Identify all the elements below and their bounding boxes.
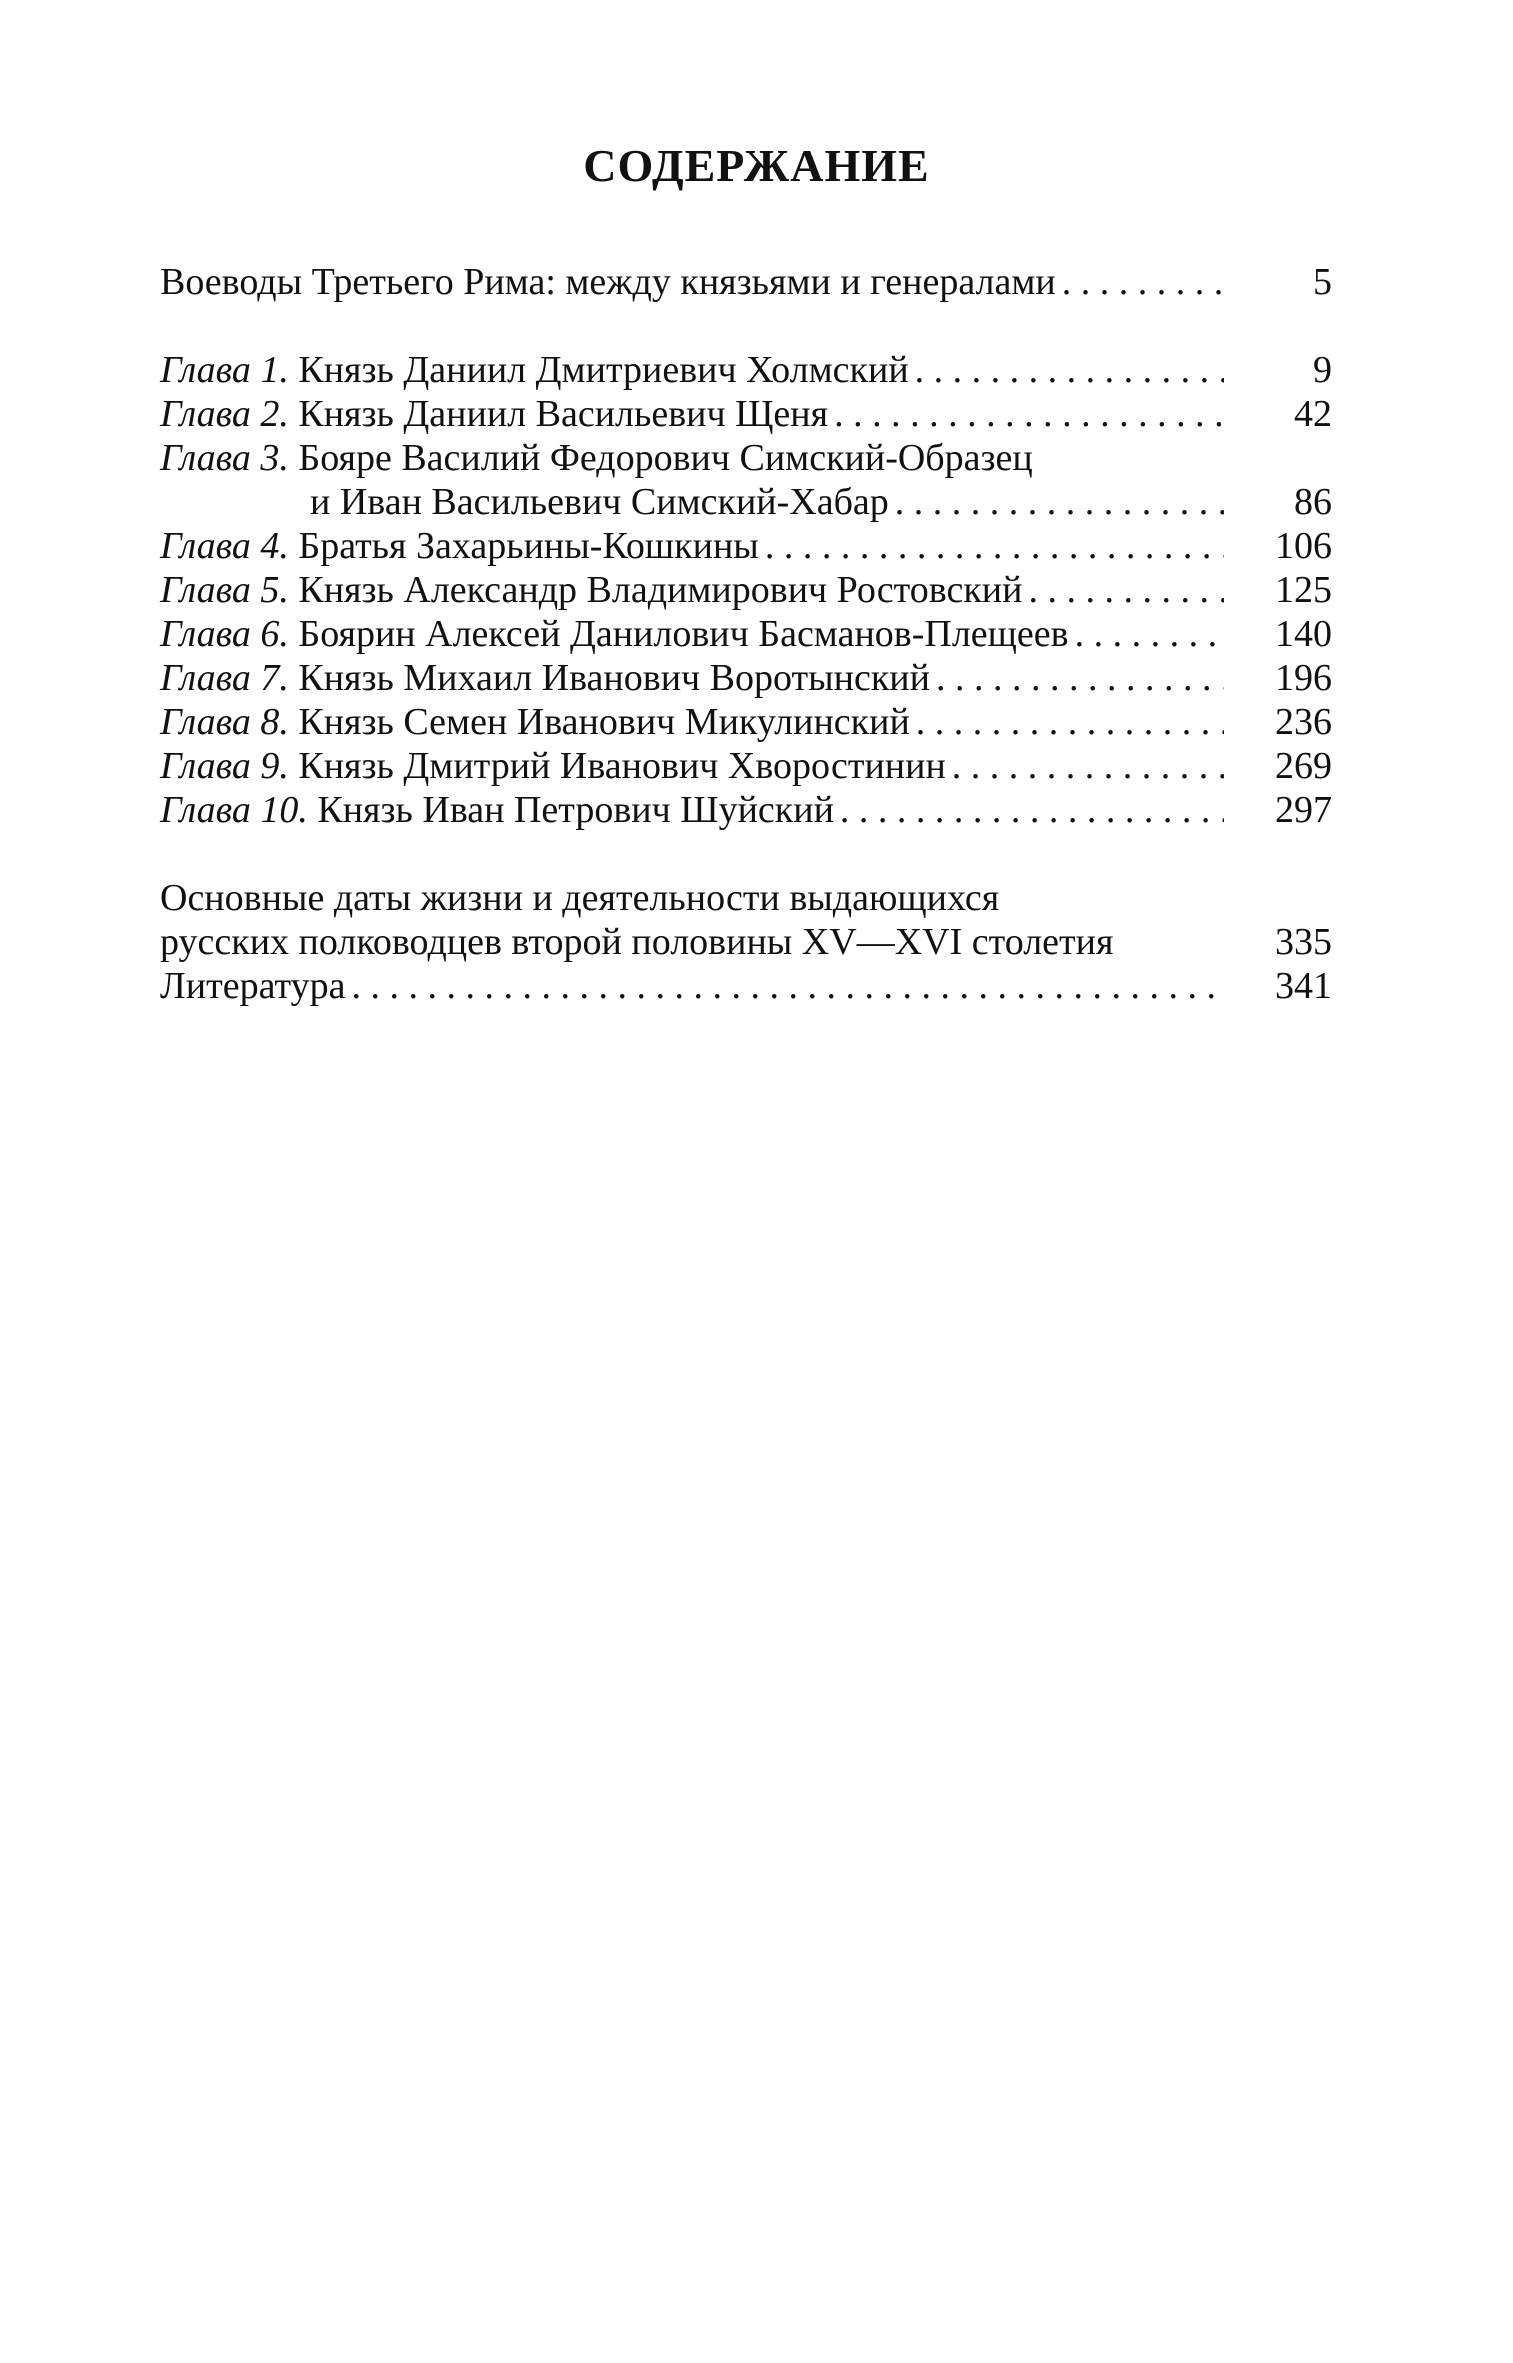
dot-leader	[895, 480, 1224, 524]
toc-entry-text: Князь Семен Иванович Микулинский	[298, 701, 910, 743]
toc-entry-text: Братья Захарьины-Кошкины	[298, 525, 759, 567]
toc-page-number: 9	[1313, 349, 1332, 391]
toc-page-number: 196	[1275, 657, 1332, 699]
chapter-label: Глава 5.	[160, 569, 289, 611]
chapter-label: Глава 8.	[160, 701, 289, 743]
toc-entry-chapter-4[interactable]	[160, 524, 1332, 568]
chapter-label: Глава 10.	[160, 789, 308, 831]
chapter-label: Глава 6.	[160, 613, 289, 655]
toc-entry-chapter-10[interactable]	[160, 788, 1332, 832]
toc-page-number: 86	[1294, 481, 1332, 523]
toc-page-number: 5	[1313, 261, 1332, 303]
toc-page-number: 297	[1275, 789, 1332, 831]
toc-entry-text: Воеводы Третьего Рима: между князьями и генералами	[160, 261, 1056, 303]
toc-entry-text: Бояре Василий Федорович Симский-Образец	[298, 437, 1033, 479]
toc-entry-chapter-3[interactable]	[160, 436, 1332, 480]
toc-entry-literature[interactable]	[160, 964, 1332, 1008]
section-gap	[160, 304, 1332, 348]
toc-entry-text: Князь Иван Петрович Шуйский	[317, 789, 834, 831]
toc-entry-text: Князь Даниил Васильевич Щеня	[298, 393, 829, 435]
toc-entry-chapter-7[interactable]	[160, 656, 1332, 700]
toc-entry-intro[interactable]	[160, 260, 1332, 304]
dot-leader	[351, 964, 1224, 1008]
toc-page-number: 42	[1294, 393, 1332, 435]
toc-entry-text: Литература	[160, 965, 346, 1007]
toc-entry-text: Князь Даниил Дмитриевич Холмский	[298, 349, 909, 391]
dot-leader	[834, 392, 1224, 436]
toc-entry-chapter-5[interactable]	[160, 568, 1332, 612]
dot-leader	[765, 524, 1224, 568]
dot-leader	[952, 744, 1224, 788]
toc-entry-text-continued: и Иван Васильевич Симский-Хабар	[310, 481, 889, 523]
toc-entry-chapter-2[interactable]	[160, 392, 1332, 436]
toc-entry-text: Князь Михаил Иванович Воротынский	[298, 657, 930, 699]
dot-leader	[1062, 260, 1224, 304]
toc-entry-text-continued: русских полководцев второй половины XV—XVI столетия	[160, 921, 1114, 963]
toc-page-number: 341	[1275, 965, 1332, 1007]
chapter-label: Глава 4.	[160, 525, 289, 567]
toc-entry-appendix-continued[interactable]	[160, 920, 1332, 964]
toc-entry-chapter-6[interactable]	[160, 612, 1332, 656]
toc-entry-text: Основные даты жизни и деятельности выдающихся	[160, 877, 1000, 919]
dot-leader	[1028, 568, 1224, 612]
section-gap	[160, 832, 1332, 876]
toc-page-number: 106	[1275, 525, 1332, 567]
chapter-label: Глава 3.	[160, 437, 289, 479]
toc-entry-appendix[interactable]	[160, 876, 1332, 920]
page-title: СОДЕРЖАНИЕ	[583, 140, 930, 191]
dot-leader	[840, 788, 1224, 832]
toc-entry-chapter-3-continued[interactable]	[160, 480, 1332, 524]
chapter-label: Глава 1.	[160, 349, 289, 391]
dot-leader	[915, 348, 1224, 392]
dot-leader	[1075, 612, 1224, 656]
toc-page-number: 269	[1275, 745, 1332, 787]
toc-entry-chapter-1[interactable]	[160, 348, 1332, 392]
toc-page-number: 236	[1275, 701, 1332, 743]
toc-entry-chapter-9[interactable]	[160, 744, 1332, 788]
toc-page-number: 125	[1275, 569, 1332, 611]
toc-entry-text: Князь Александр Владимирович Ростовский	[298, 569, 1023, 611]
dot-leader	[936, 656, 1224, 700]
dot-leader	[916, 700, 1224, 744]
table-of-contents	[160, 260, 1332, 1008]
chapter-label: Глава 2.	[160, 393, 289, 435]
chapter-label: Глава 9.	[160, 745, 289, 787]
toc-page-number: 140	[1275, 613, 1332, 655]
toc-entry-text: Боярин Алексей Данилович Басманов-Плещеев	[298, 613, 1069, 655]
toc-entry-chapter-8[interactable]	[160, 700, 1332, 744]
toc-entry-text: Князь Дмитрий Иванович Хворостинин	[298, 745, 946, 787]
toc-page-number: 335	[1275, 921, 1332, 963]
chapter-label: Глава 7.	[160, 657, 289, 699]
